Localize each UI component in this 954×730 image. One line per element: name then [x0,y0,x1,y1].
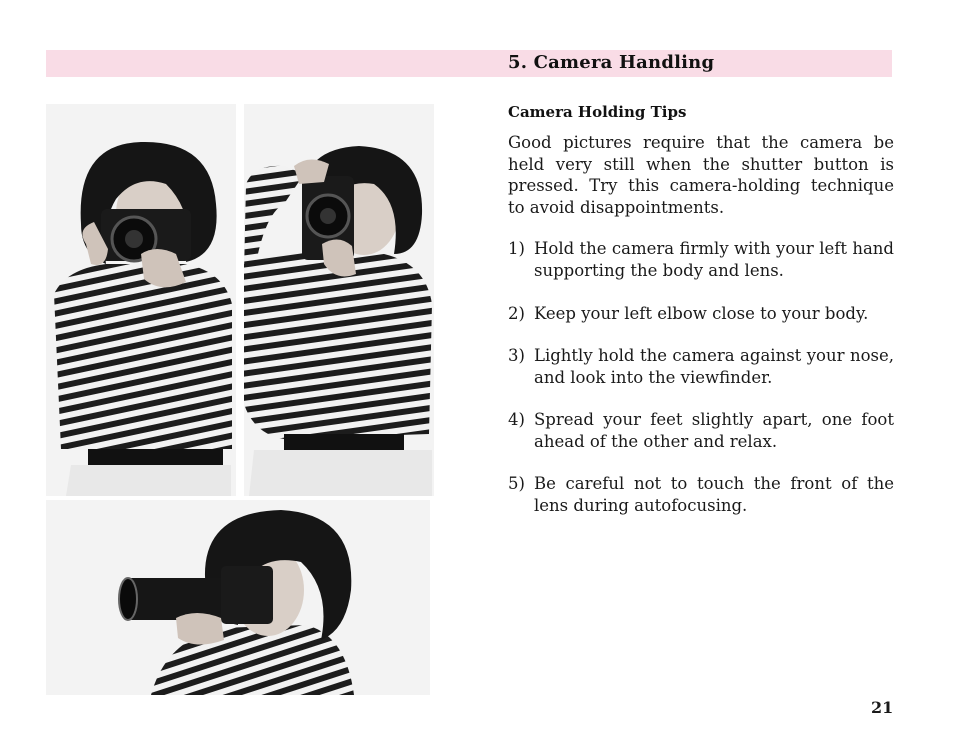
list-item [508,409,894,452]
step-number: 4) [508,410,525,429]
step-text: Hold the camera firmly with your left hand supporting the body and lens. [534,239,894,280]
step-number: 2) [508,304,525,323]
step-number: 3) [508,346,525,365]
section-title: 5. Camera Handling [508,52,715,73]
list-item [508,473,894,516]
list-item [508,303,894,325]
section-header-band [46,50,892,77]
photo-telephoto-grip [46,500,430,695]
step-text: Keep your left elbow close to your body. [534,304,869,323]
photo-horizontal-grip [46,104,236,496]
intro-paragraph: Good pictures require that the camera be held very still when the shutter button is pressed. Try this camera-holding technique to avoid disappointments. [508,133,894,217]
step-text: Lightly hold the camera against your nose, and look into the viewfinder. [534,346,894,387]
step-text: Be careful not to touch the front of the lens during autofocusing. [534,474,894,515]
list-item [508,238,894,281]
step-number: 5) [508,474,525,493]
step-number: 1) [508,239,525,258]
subheading: Camera Holding Tips [508,103,687,121]
photo-vertical-grip [244,104,434,496]
list-item [508,345,894,388]
step-text: Spread your feet slightly apart, one foot ahead of the other and relax. [534,410,894,451]
page-number: 21 [871,698,894,717]
